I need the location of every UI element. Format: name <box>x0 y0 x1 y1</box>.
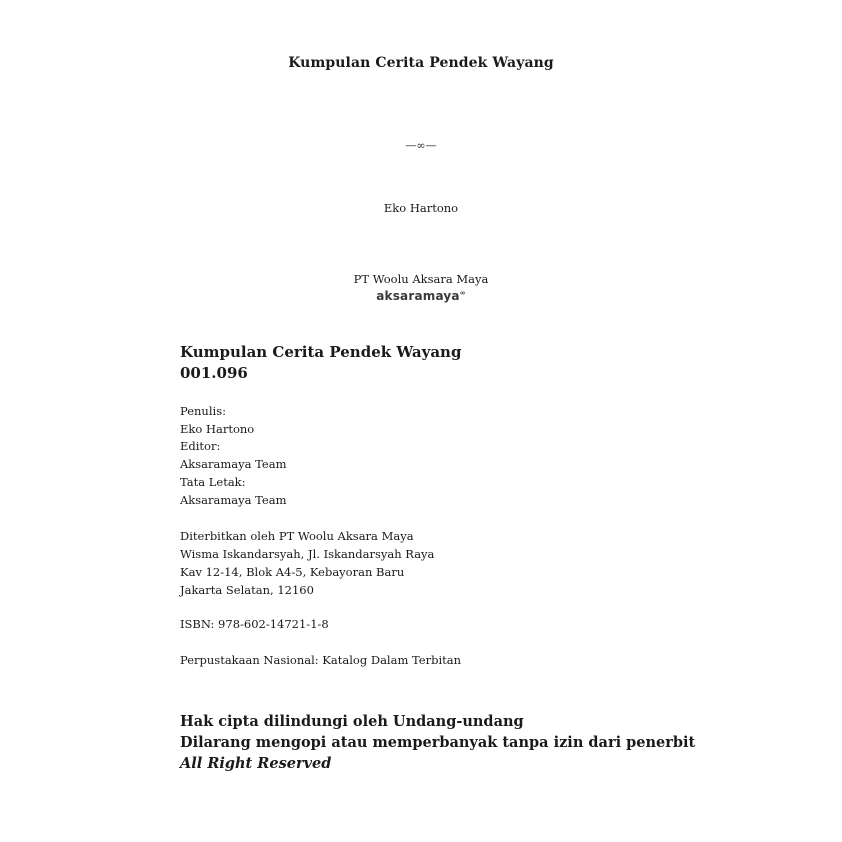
infinity-icon: ∞ <box>459 289 466 297</box>
copyright-line: Dilarang mengopi atau memperbanyak tanpa izin dari penerbit <box>180 734 696 751</box>
all-rights-reserved: All Right Reserved <box>180 755 332 772</box>
credits-block <box>180 403 780 509</box>
address-line: Jakarta Selatan, 12160 <box>180 583 314 597</box>
writer-value: Eko Hartono <box>180 421 255 436</box>
layout-value: Aksaramaya Team <box>180 492 287 507</box>
publisher-name: PT Woolu Aksara Maya <box>353 272 489 286</box>
book-title: Kumpulan Cerita Pendek Wayang <box>180 343 462 361</box>
copyright-notice <box>180 711 780 774</box>
editor-label: Editor: <box>180 439 221 454</box>
isbn-text: ISBN: 978-602-14721-1-8 <box>180 617 329 631</box>
address-line: Diterbitkan oleh PT Woolu Aksara Maya <box>180 529 414 543</box>
catalog-text: Perpustakaan Nasional: Katalog Dalam Terbitan <box>180 653 462 667</box>
publisher-address <box>180 527 780 599</box>
writer-label: Penulis: <box>180 404 226 418</box>
book-code: 001.096 <box>180 364 248 382</box>
address-line: Kav 12-14, Blok A4-5, Kebayoran Baru <box>180 565 405 579</box>
logo-text: aksaramaya <box>376 289 460 303</box>
author-name: Eko Hartono <box>383 201 459 215</box>
address-line: Wisma Iskandarsyah, Jl. Iskandarsyah Raya <box>180 547 435 561</box>
layout-label: Tata Letak: <box>180 474 246 489</box>
copyright-line: Hak cipta dilindungi oleh Undang-undang <box>180 713 524 730</box>
publisher-logo <box>0 289 842 303</box>
editor-value: Aksaramaya Team <box>180 457 287 472</box>
ornament-divider: —∞— <box>405 139 437 152</box>
page-title: Kumpulan Cerita Pendek Wayang <box>288 55 554 71</box>
book-title-block <box>180 342 780 384</box>
